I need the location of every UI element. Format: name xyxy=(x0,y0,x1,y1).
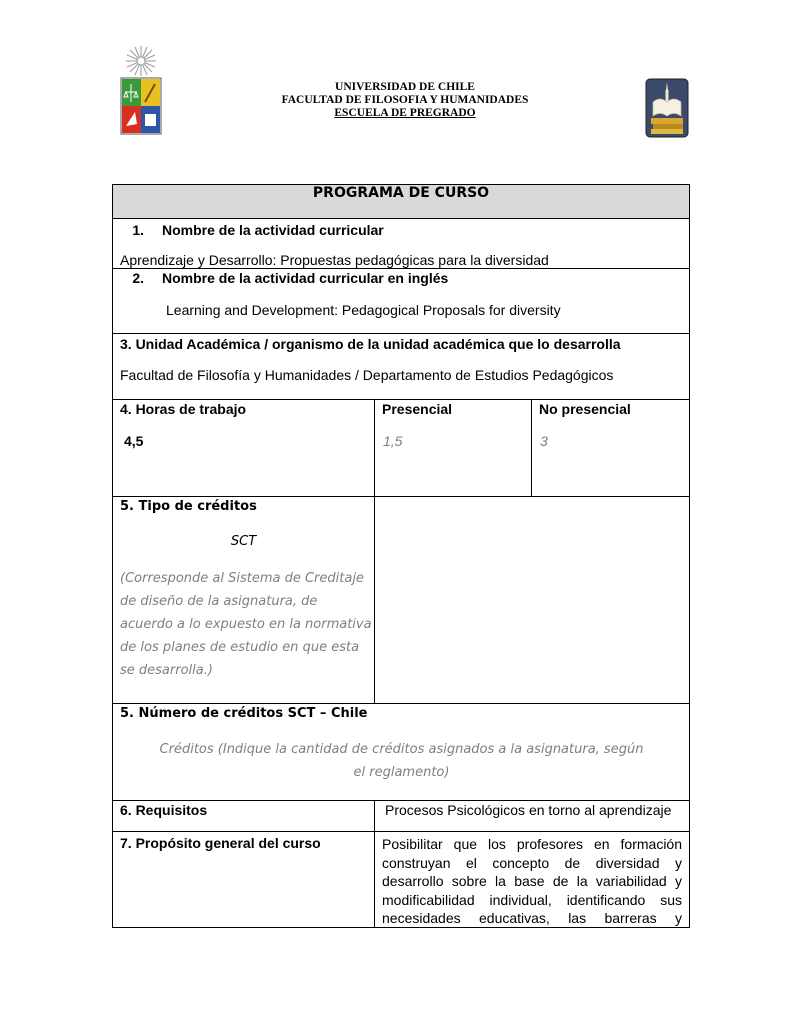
section-2-number: 2. xyxy=(132,270,144,286)
section-5-empty-cell xyxy=(375,497,690,704)
program-title: PROGRAMA DE CURSO xyxy=(113,185,690,219)
section-2-heading: Nombre de la actividad curricular en inglés xyxy=(162,270,449,286)
section-1-number: 1. xyxy=(132,222,144,238)
section-1-heading: Nombre de la actividad curricular xyxy=(162,222,384,238)
section-3-cell xyxy=(113,334,690,400)
universidad-de-chile-crest-icon xyxy=(117,44,165,138)
section-7-cell xyxy=(113,832,375,928)
course-name-value: Aprendizaje y Desarrollo: Propuestas pedagógicas para la diversidad xyxy=(120,252,549,268)
section-5b-heading: 5. Número de créditos SCT – Chile xyxy=(120,706,368,721)
no-presencial-cell xyxy=(532,400,690,497)
section-4-cell xyxy=(113,400,375,497)
section-5b-cell xyxy=(113,704,690,801)
purpose-line: necesidades educativas, las barreras y xyxy=(382,910,682,926)
faculty-name: FACULTAD DE FILOSOFIA Y HUMANIDADES xyxy=(281,94,529,106)
course-program-table xyxy=(112,184,690,928)
university-name: UNIVERSIDAD DE CHILE xyxy=(335,81,475,93)
section-5-cell xyxy=(113,497,375,704)
purpose-cell xyxy=(375,832,690,928)
facultad-emblem-icon xyxy=(645,78,689,138)
no-presencial-value: 3 xyxy=(540,433,548,449)
section-2-cell xyxy=(113,269,690,334)
section-4-heading: 4. Horas de trabajo xyxy=(120,401,247,417)
credit-type-note: (Corresponde al Sistema de Creditaje de diseño de la asignatura, de acuerdo a lo expuesto en la normativa de los planes de estudio en que esta se desarrolla.) xyxy=(120,571,372,678)
section-7-heading: 7. Propósito general del curso xyxy=(120,835,321,851)
requirements-cell xyxy=(375,801,690,832)
section-3-heading: 3. Unidad Académica / organismo de la unidad académica que lo desarrolla xyxy=(120,336,621,352)
purpose-line: Posibilitar que los profesores en formación xyxy=(382,836,682,852)
presencial-value: 1,5 xyxy=(383,433,403,449)
purpose-text xyxy=(382,835,682,928)
section-5-heading: 5. Tipo de créditos xyxy=(120,499,257,514)
purpose-line: desarrollo sobre la base de la variabilidad y xyxy=(382,873,682,889)
course-name-english-value: Learning and Development: Pedagogical Proposals for diversity xyxy=(166,302,561,318)
academic-unit-value: Facultad de Filosofía y Humanidades / Departamento de Estudios Pedagógicos xyxy=(120,367,614,383)
requirements-value: Procesos Psicológicos en torno al aprendizaje xyxy=(385,802,672,818)
purpose-line: construyan el concepto de diversidad y xyxy=(382,854,682,871)
presencial-cell xyxy=(375,400,532,497)
no-presencial-label: No presencial xyxy=(539,401,631,417)
section-6-heading: 6. Requisitos xyxy=(120,802,208,818)
credits-note: Créditos (Indique la cantidad de créditos asignados a la asignatura, según el reglamento) xyxy=(159,742,644,780)
section-1-cell xyxy=(113,219,690,269)
school-name: ESCUELA DE PREGRADO xyxy=(334,107,476,119)
institution-header xyxy=(200,81,610,120)
credit-type-value: SCT xyxy=(230,534,257,549)
total-hours-value: 4,5 xyxy=(124,433,144,449)
section-6-cell xyxy=(113,801,375,832)
presencial-label: Presencial xyxy=(382,401,453,417)
purpose-line: modificabilidad individual, identificando sus xyxy=(382,891,682,908)
